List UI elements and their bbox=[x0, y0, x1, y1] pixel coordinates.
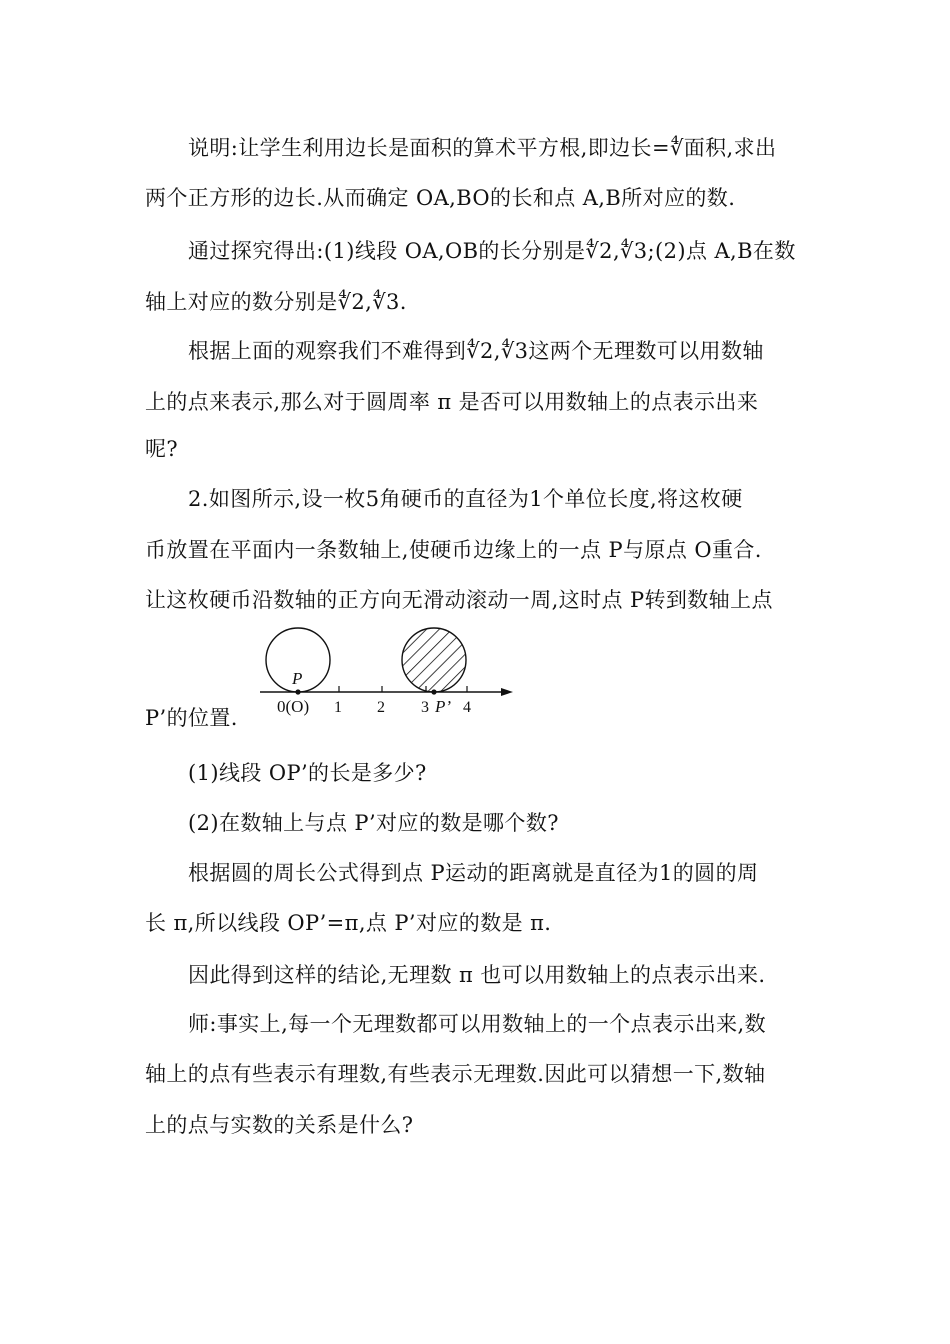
point-p-prime-dot bbox=[431, 689, 436, 694]
text-line-6: 上的点来表示,那么对于圆周率 π 是否可以用数轴上的点表示出来 bbox=[145, 390, 759, 414]
text-line-16: 因此得到这样的结论,无理数 π 也可以用数轴上的点表示出来. bbox=[188, 963, 766, 987]
text-line-17: 师:事实上,每一个无理数都可以用数轴上的一个点表示出来,数 bbox=[188, 1012, 767, 1036]
text-line-10: 让这枚硬币沿数轴的正方向无滑动滚动一周,这时点 P转到数轴上点 bbox=[145, 588, 773, 612]
text-line-2: 两个正方形的边长.从而确定 OA,BO的长和点 A,B所对应的数. bbox=[145, 186, 736, 210]
text-line-11: P’的位置. bbox=[145, 706, 238, 730]
coin-end-circle bbox=[402, 628, 466, 692]
text-line-15: 长 π,所以线段 OP’=π,点 P’对应的数是 π. bbox=[145, 911, 552, 935]
point-p-dot bbox=[295, 689, 300, 694]
tick-label-4: 4 bbox=[463, 699, 471, 716]
text-line-14: 根据圆的周长公式得到点 P运动的距离就是直径为1的圆的周 bbox=[188, 861, 759, 885]
text-line-13: (2)在数轴上与点 P’对应的数是哪个数? bbox=[188, 811, 559, 835]
tick-label-2: 2 bbox=[377, 699, 385, 716]
tick-label-3: 3 bbox=[421, 699, 429, 716]
text-line-9: 币放置在平面内一条数轴上,使硬币边缘上的一点 P与原点 O重合. bbox=[145, 538, 762, 562]
text-line-19: 上的点与实数的关系是什么? bbox=[145, 1113, 414, 1137]
label-origin: 0(O) bbox=[277, 697, 310, 716]
text-line-7: 呢? bbox=[145, 437, 179, 461]
text-line-5: 根据上面的观察我们不难得到∜2,∜3这两个无理数可以用数轴 bbox=[188, 339, 764, 363]
text-line-18: 轴上的点有些表示有理数,有些表示无理数.因此可以猜想一下,数轴 bbox=[145, 1062, 766, 1086]
text-line-3: 通过探究得出:(1)线段 OA,OB的长分别是∜2,∜3;(2)点 A,B在数 bbox=[188, 239, 796, 263]
axis-arrow-icon bbox=[501, 688, 513, 696]
text-line-12: (1)线段 OP’的长是多少? bbox=[188, 761, 427, 785]
tick-label-1: 1 bbox=[334, 699, 342, 716]
label-p: P bbox=[292, 669, 303, 688]
label-p-prime: P’ bbox=[435, 697, 452, 716]
coin-rolling-figure bbox=[255, 622, 520, 722]
text-line-1: 说明:让学生利用边长是面积的算术平方根,即边长=∜面积,求出 bbox=[188, 136, 777, 160]
text-line-8: 2.如图所示,设一枚5角硬币的直径为1个单位长度,将这枚硬 bbox=[188, 487, 743, 511]
text-line-4: 轴上对应的数分别是∜2,∜3. bbox=[145, 290, 407, 314]
